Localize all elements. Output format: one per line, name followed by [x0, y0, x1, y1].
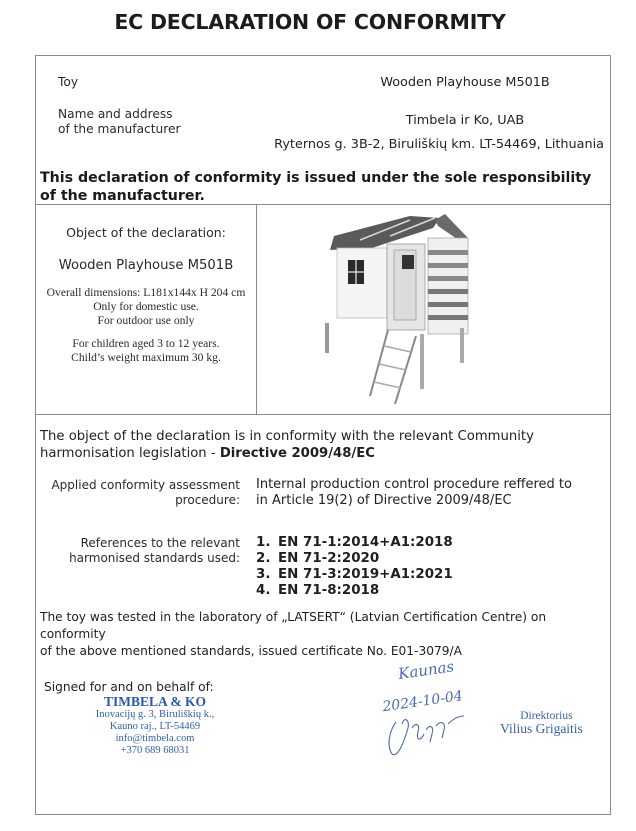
assessment-label: [40, 478, 240, 508]
object-weight: Child’s weight maximum 30 kg.: [71, 351, 221, 364]
object-use-domestic: Only for domestic use.: [93, 300, 199, 313]
testing-statement: [40, 609, 610, 660]
signature-place: Kaunas: [397, 657, 456, 683]
standard-item: 4. EN 71-8:2018: [256, 583, 380, 598]
document-title: EC DECLARATION OF CONFORMITY: [114, 10, 506, 34]
testing-line2: of the above mentioned standards, issued certificate No. E01-3079/A: [40, 644, 462, 658]
object-age-weight: [36, 337, 256, 365]
stamp-address2: Kauno raj., LT-54469: [109, 721, 201, 732]
assessment-value-line2: in Article 19(2) of Directive 2009/48/EC: [256, 493, 512, 508]
divider-vertical: [256, 204, 257, 414]
director-block: [500, 710, 583, 737]
object-of-declaration: [36, 205, 256, 365]
signature-date: 2024-10-04: [381, 688, 464, 716]
object-details: [36, 286, 256, 328]
manufacturer-label-line1: Name and address: [58, 107, 173, 121]
standard-item: 2. EN 71-2:2020: [256, 551, 380, 566]
signature-scribble: [389, 716, 464, 755]
testing-line1: The toy was tested in the laboratory of „LATSERT“ (Latvian Certification Centre) on conformity: [40, 610, 547, 641]
object-use-outdoor: For outdoor use only: [97, 314, 195, 327]
manufacturer-label-line2: of the manufacturer: [58, 122, 181, 136]
assessment-label-line2: procedure:: [175, 493, 240, 507]
toy-value: Wooden Playhouse M501B: [380, 75, 550, 90]
standards-list: [256, 535, 453, 599]
divider-bottom: [35, 414, 611, 415]
object-age: For children aged 3 to 12 years.: [72, 337, 220, 350]
assessment-value-line1: Internal production control procedure reffered to: [256, 477, 572, 492]
directive-reference: Directive 2009/48/EC: [219, 446, 375, 461]
director-name: Vilius Grigaitis: [500, 721, 583, 736]
standards-label-line1: References to the relevant: [80, 536, 240, 550]
conformity-text: The object of the declaration is in conformity with the relevant Community harmonisation legislation -: [40, 429, 534, 461]
object-name: Wooden Playhouse M501B: [58, 258, 234, 273]
standard-item: 1. EN 71-1:2014+A1:2018: [256, 535, 453, 550]
standards-label-line2: harmonised standards used:: [69, 551, 240, 565]
assessment-label-line1: Applied conformity assessment: [51, 478, 240, 492]
manufacturer-address: Ryternos g. 3B-2, Biruliškių km. LT-54469, Lithuania: [274, 137, 604, 152]
stamp-company: TIMBELA & KO: [103, 694, 206, 709]
responsibility-statement: This declaration of conformity is issued under the sole responsibility of the manufacturer.: [40, 170, 592, 204]
stamp-phone: +370 689 68031: [120, 745, 190, 756]
signed-for-label: Signed for and on behalf of:: [44, 680, 214, 694]
manufacturer-name: Timbela ir Ko, UAB: [405, 113, 525, 128]
standard-item: 3. EN 71-3:2019+A1:2021: [256, 567, 453, 582]
stamp-address1: Inovacijų g. 3, Biruliškių k.,: [95, 709, 215, 720]
playhouse-image: [290, 208, 590, 404]
assessment-value: [256, 477, 606, 509]
director-role: Direktorius: [520, 710, 573, 722]
roof-gable: [435, 214, 468, 241]
standards-label: [40, 536, 240, 566]
stamp-email: info@timbela.com: [115, 733, 195, 744]
manufacturer-label: [58, 107, 181, 137]
toy-label: Toy: [58, 75, 79, 89]
conformity-statement: [40, 428, 605, 462]
object-dimensions: Overall dimensions: L181x144x H 204 cm: [46, 286, 246, 299]
ladder-icon: [370, 330, 388, 396]
company-stamp: [90, 694, 220, 757]
handwritten-signature: [360, 650, 500, 765]
object-heading: Object of the declaration:: [66, 225, 226, 240]
